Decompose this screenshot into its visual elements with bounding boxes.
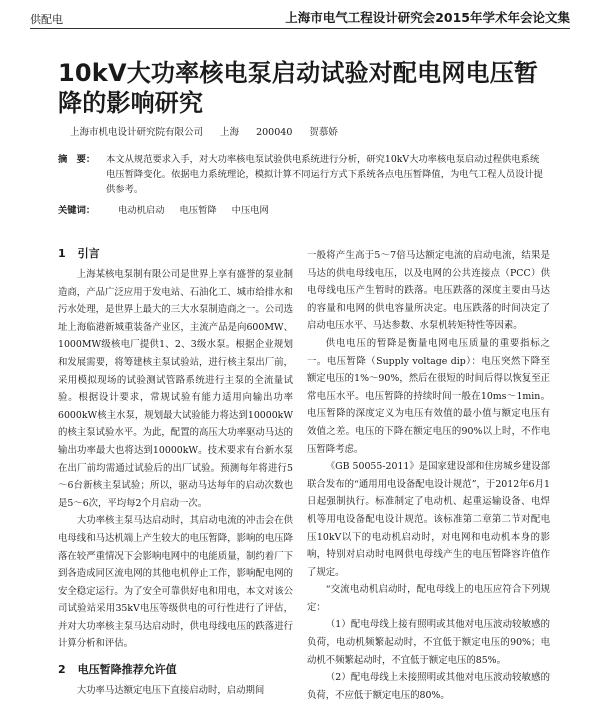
- body-paragraph: 上海某核电泵制有限公司是世界上享有盛誉的泵业制造商，产品广泛应用于发电站、石油化工、城市给排水和污水处理，是世界上最大的三大水泵制造商之一。公司选址上海临港新城重装备产业区，主流产品是向600MW、1000MW级核电厂提供1、2、3级水泵。根据企业规划和发展需要，将筹建核主泵试验站，进行核主泵出厂前，采用模拟现场的试验测试管路系统进行主泵的全流量试验。根据设计要求，常规试验有能力适用向输出功率6000kW核主水泵，规划最大试验能力将达到10000kW的核主泵试验水平。为此，配置的高压大功率驱动马达的输出功率最大也将达到10000kW。技术要求有台新水泵在出厂前均需通过试验后的出厂试验。预测每年将进行5～6台新核主泵试验；所以，驱动马达每年的启动次数也是5～6次，平均每2个月启动一次。: [58, 269, 293, 509]
- header-rule: [30, 28, 570, 29]
- keywords-label: 关键词：: [58, 205, 96, 216]
- author-name: 贺慕娇: [309, 127, 338, 138]
- affiliation: 上海市机电设计研究院有限公司: [70, 127, 204, 138]
- byline: [70, 124, 350, 138]
- section-heading: [58, 661, 293, 679]
- keyword: 中压电网: [231, 205, 269, 216]
- body-paragraph: 供电电压的暂降是衡量电网电压质量的重要指标之一。电压暂降（Supply voltage dip）：电压突然下降至额定电压的1%～90%，然后在很短的时间后得以恢复至正常电压水平。电压暂降的持续时间一般在10ms～1min。电压暂降的深度定义为电压有效值的最小值与额定电压有效值之差。电压的下降在额定电压的90%以上时，不作电压暂降考虑。: [307, 337, 550, 455]
- postcode: 200040: [256, 127, 293, 138]
- body-paragraph: 大功率马达额定电压下直接启动时，启动期间: [76, 685, 265, 697]
- journal-title: 上海市电气工程设计研究会2015年学术年会论文集: [285, 10, 570, 25]
- clause-item: （2）配电母线上未接照明或其他对电压波动较敏感的负荷，不应低于额定电压的80%。: [307, 672, 550, 701]
- keyword: 电压暂降: [179, 205, 217, 216]
- left-column: [58, 245, 293, 700]
- city: 上海: [220, 127, 240, 138]
- section-title: 引言: [77, 247, 100, 260]
- keyword: 电动机启动: [118, 205, 165, 216]
- clause-item: （1）配电母线上接有照明或其他对电压波动较敏感的负荷，电动机频繁起动时，不宜低于额定电压的90%；电动机不频繁起动时，不宜低于额定电压的85%。: [307, 619, 550, 666]
- abstract-text: 本文从规范要求入手，对大功率核电泵试验供电系统进行分析，研究10kV大功率核电泵启动过程供电系统电压暂降变化。依据电力系统理论，模拟计算不同运行方式下系统各点电压暂降值，为电气工程人员设计提供参考。: [106, 154, 543, 195]
- body-paragraph: “交流电动机启动时，配电母线上的电压应符合下列规定：: [307, 584, 550, 613]
- keywords-list: [118, 203, 281, 218]
- abstract-label: 摘 要：: [58, 154, 96, 165]
- section-heading: [58, 245, 293, 263]
- body-paragraph: 《GB 50055-2011》是国家建设部和住房城乡建设部联合发布的“通用用电设备配电设计规范”，于2012年6月1日起强制执行。标准制定了电动机、起重运输设备、电焊机等用电设备配电设计规范。该标准第二章第二节对配电压10kV以下的电动机启动时，对电网和电动机本身的影响，特别对启动时电网供电母线产生的电压暂降容许值作了规定。: [307, 461, 551, 578]
- section-number: 2: [58, 663, 66, 677]
- right-column: [307, 247, 550, 704]
- running-header: [30, 8, 570, 26]
- body-paragraph: 大功率核主泵马达启动时，其启动电流的冲击会在供电母线和马达机端上产生较大的电压暂降，影响的电压降落在较严重情况下会影响电网中的电能质量，制约着厂下到各造成同区流电网的其他电机停止工作，影响配电网的安全稳定运行。为了安全可靠供好电和用电，本文对该公司试验站采用35kV电压等级供电的可行性进行了评估，并对大功率核主泵马达启动时，供电母线电压的跌落进行计算分析和评估。: [58, 515, 293, 650]
- body-paragraph: 一般将产生高于5～7倍马达额定电流的启动电流，结果是马达的供电母线电压，以及电网的公共连接点（PCC）供电母线电压产生暂时的跌落。电压跌落的深度主要由马达的容量和电网的供电容量所决定。电压跌落的时间决定了启动电压水平、马达参数、水泵机转矩特性等因素。: [307, 250, 550, 332]
- paper-title: 10kV大功率核电泵启动试验对配电网电压暂降的影响研究: [58, 59, 539, 117]
- section-tag: 供配电: [30, 13, 63, 26]
- section-number: 1: [58, 247, 66, 260]
- section-title: 电压暂降推荐允许值: [77, 663, 177, 677]
